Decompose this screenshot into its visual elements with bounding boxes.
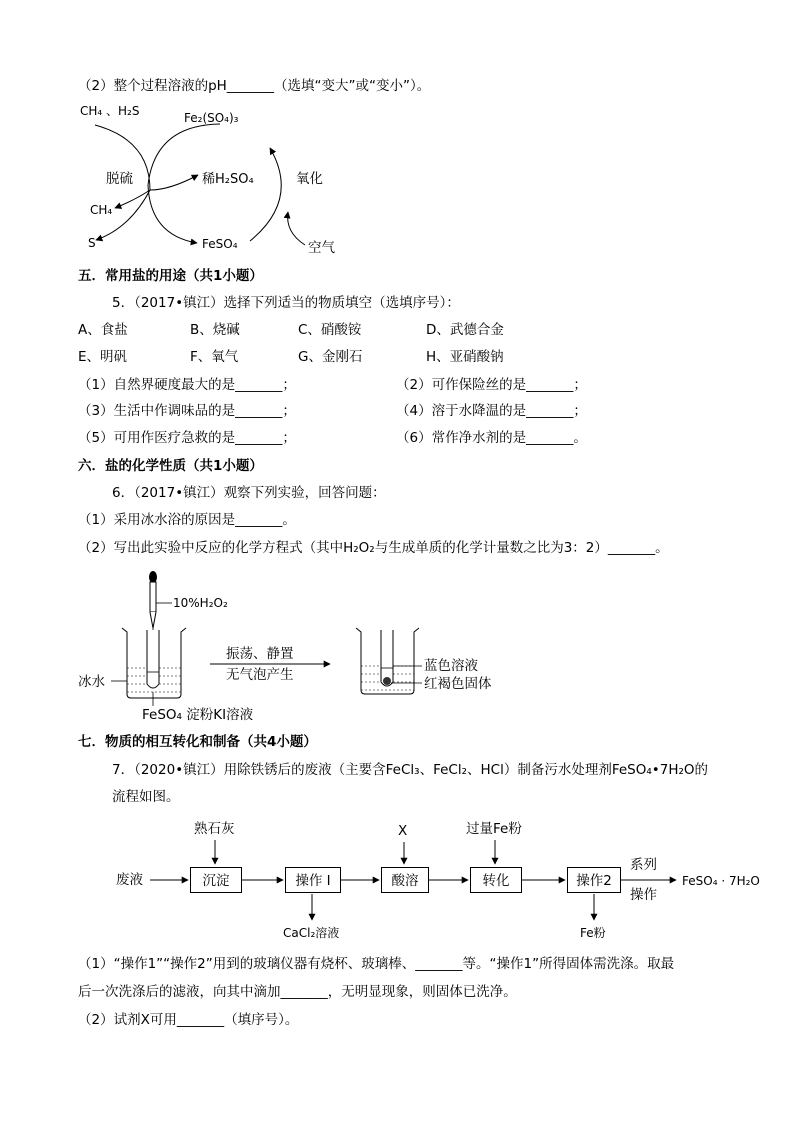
flow-label-fefen: Fe粉 xyxy=(580,926,606,940)
label-ch4-h2s: CH₄ 、H₂S xyxy=(80,104,140,118)
option-g: G、金刚石 xyxy=(298,349,363,365)
label-tuoliu: 脱硫 xyxy=(106,171,133,187)
sec5-item-2: （2）可作保险丝的是_______； xyxy=(396,377,587,393)
flow-label-xilie: 系列 xyxy=(630,857,657,873)
flow-label-feiye: 废液 xyxy=(116,872,143,888)
flow-box-caozuo1: 操作 I xyxy=(285,867,341,893)
label-yanghua: 氧化 xyxy=(296,171,323,187)
sec5-item-5: （5）可用作医疗急救的是_______； xyxy=(78,430,296,446)
question-ph: （2）整个过程溶液的pH_______（选填“变大”或“变小”）。 xyxy=(78,78,431,94)
flow-label-x: X xyxy=(398,823,408,839)
sec7-q2: （2）试剂X可用_______（填序号）。 xyxy=(78,1012,299,1028)
section-7-question-line1: 7．（2020•镇江）用除铁锈后的废液（主要含FeCl₃、FeCl₂、HCl）制备污水处理剂FeSO₄•7H₂O的 xyxy=(112,762,709,778)
flow-label-excess-fe: 过量Fe粉 xyxy=(466,821,522,837)
sec7-q1-line1: （1）“操作1”“操作2”用到的玻璃仪器有烧杯、玻璃棒、_______等。“操作1”所得固体需洗涤。取最 xyxy=(78,956,675,972)
flow-box-chendian: 沉淀 xyxy=(190,867,242,893)
sec6-q1: （1）采用冰水浴的原因是_______。 xyxy=(78,512,296,528)
section-6-heading: 六．盐的化学性质（共1小题） xyxy=(78,458,263,474)
label-feso4-ki: FeSO₄ 淀粉KI溶液 xyxy=(142,707,254,723)
label-ice-water: 冰水 xyxy=(78,674,105,690)
flow-label-product: FeSO₄ · 7H₂O xyxy=(682,874,760,888)
option-a: A、食盐 xyxy=(78,322,128,338)
sec6-q2: （2）写出此实验中反应的化学方程式（其中H₂O₂与生成单质的化学计量数之比为3：2）_______。 xyxy=(78,540,669,556)
section-6-question: 6．（2017•镇江）观察下列实验，回答问题： xyxy=(112,485,386,501)
label-feso4: FeSO₄ xyxy=(202,237,238,251)
flow-box-caozuo2: 操作2 xyxy=(567,867,621,893)
section-7-heading: 七．物质的相互转化和制备（共4小题） xyxy=(78,734,317,750)
sec5-item-6: （6）常作净水剂的是_______。 xyxy=(396,430,587,446)
label-h2o2: 10%H₂O₂ xyxy=(173,596,228,610)
flow-label-shushihui: 熟石灰 xyxy=(194,821,235,837)
option-f: F、氧气 xyxy=(190,349,239,365)
flow-label-caozuo: 操作 xyxy=(630,887,657,903)
flow-box-zhuanhua: 转化 xyxy=(470,867,522,893)
label-red-brown-solid: 红褐色固体 xyxy=(424,676,492,692)
sec5-item-4: （4）溶于水降温的是_______； xyxy=(396,403,587,419)
label-fe2so43: Fe₂(SO₄)₃ xyxy=(184,111,239,125)
section-5-heading: 五．常用盐的用途（共1小题） xyxy=(78,268,263,284)
sec5-item-3: （3）生活中作调味品的是_______； xyxy=(78,403,296,419)
option-h: H、亚硝酸钠 xyxy=(426,349,504,365)
flow-box-suanrong: 酸溶 xyxy=(381,867,429,893)
section-5-question: 5．（2017•镇江）选择下列适当的物质填空（选填序号）： xyxy=(112,295,460,311)
flow-label-cacl2: CaCl₂溶液 xyxy=(283,926,340,940)
option-e: E、明矾 xyxy=(78,349,128,365)
section-7-question-line2: 流程如图。 xyxy=(112,789,180,805)
label-ch4: CH₄ xyxy=(90,203,113,217)
sec5-item-1: （1）自然界硬度最大的是_______； xyxy=(78,377,296,393)
option-d: D、武德合金 xyxy=(426,322,504,338)
option-b: B、烧碱 xyxy=(190,322,240,338)
option-c: C、硝酸铵 xyxy=(298,322,362,338)
label-blue-solution: 蓝色溶液 xyxy=(424,658,478,674)
label-no-gas: 无气泡产生 xyxy=(226,667,294,683)
label-s: S xyxy=(88,236,96,250)
label-kongqi: 空气 xyxy=(308,240,335,256)
label-xi-h2so4: 稀H₂SO₄ xyxy=(202,172,254,187)
sec7-q1-line2: 后一次洗涤后的滤液，向其中滴加_______，无明显现象，则固体已洗净。 xyxy=(78,984,517,1000)
label-shake: 振荡、静置 xyxy=(226,646,294,662)
